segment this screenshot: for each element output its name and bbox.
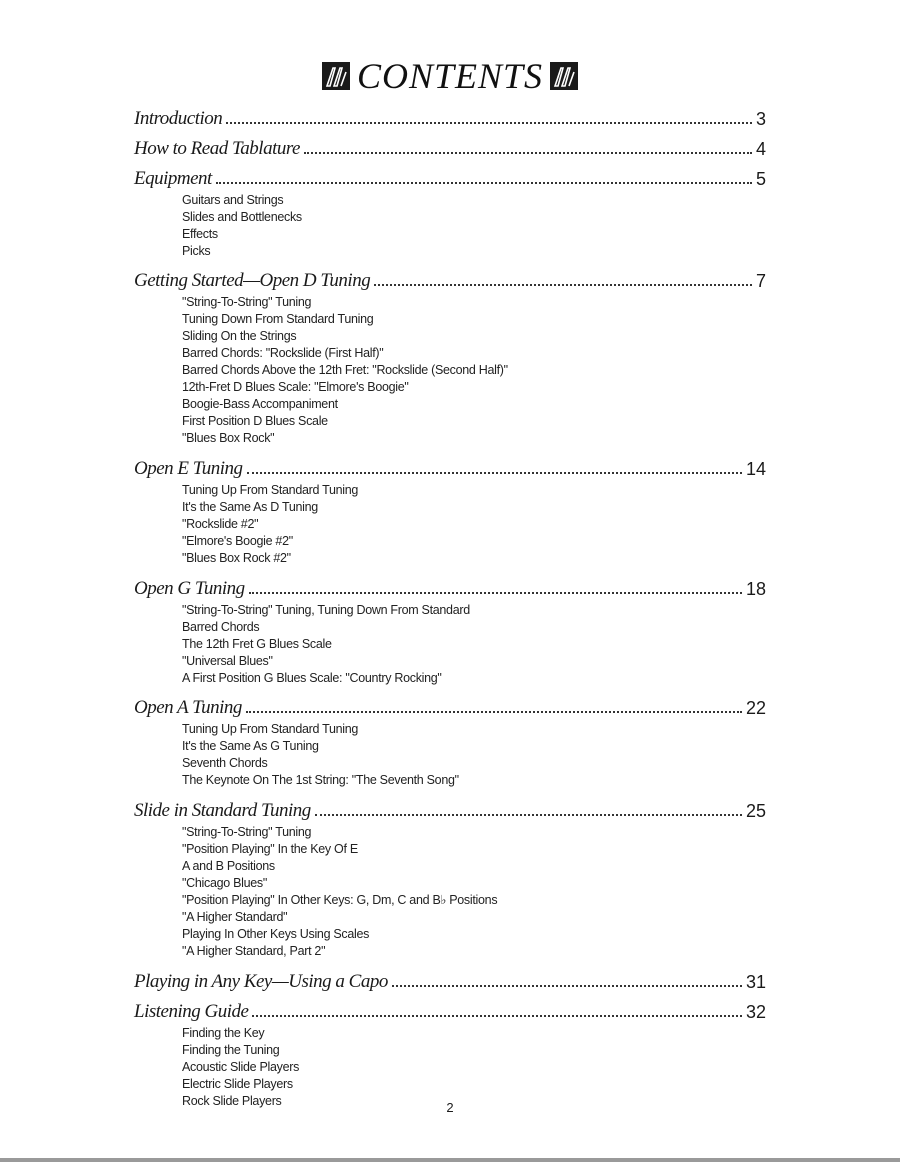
toc-subsection: Seventh Chords [182, 756, 268, 770]
toc-entry-title: Getting Started—Open D Tuning [134, 270, 371, 291]
toc-subsection: Tuning Up From Standard Tuning [182, 722, 359, 736]
toc-entry[interactable] [134, 993, 766, 1023]
toc-subsection-list [182, 294, 766, 447]
toc-subsection-list [182, 192, 766, 260]
toc-section [134, 570, 766, 687]
title-block [0, 58, 900, 94]
table-of-contents [134, 100, 766, 1110]
toc-subsection-list [182, 824, 766, 960]
toc-subsection: It's the Same As G Tuning [182, 739, 319, 753]
dot-leader [247, 471, 742, 474]
toc-entry-page: 25 [745, 801, 766, 821]
dot-leader [216, 181, 752, 184]
toc-entry-page: 5 [755, 169, 766, 189]
toc-subsection: Electric Slide Players [182, 1077, 293, 1091]
toc-entry-title: Playing in Any Key—Using a Capo [134, 971, 388, 992]
toc-entry[interactable] [134, 689, 766, 719]
dot-leader [374, 283, 752, 286]
page-edge [0, 1158, 900, 1162]
toc-entry[interactable] [134, 570, 766, 600]
toc-entry-title: Open G Tuning [134, 578, 245, 599]
toc-subsection: "Position Playing" In Other Keys: G, Dm, C and B♭ Positions [182, 893, 498, 907]
toc-entry[interactable] [134, 100, 766, 130]
toc-subsection: "Position Playing" In the Key Of E [182, 842, 358, 856]
toc-subsection: "Blues Box Rock" [182, 431, 275, 445]
left-ornament-icon [321, 60, 351, 92]
toc-entry-title: Slide in Standard Tuning [134, 800, 311, 821]
dot-leader [249, 591, 742, 594]
toc-subsection: "A Higher Standard, Part 2" [182, 944, 326, 958]
toc-entry[interactable] [134, 262, 766, 292]
toc-subsection: Guitars and Strings [182, 193, 284, 207]
toc-entry-title: Open A Tuning [134, 697, 242, 718]
dot-leader [315, 813, 742, 816]
toc-subsection: Slides and Bottlenecks [182, 210, 302, 224]
toc-subsection: Boogie-Bass Accompaniment [182, 397, 338, 411]
toc-entry-page: 22 [745, 698, 766, 718]
toc-section [134, 100, 766, 130]
dot-leader [392, 984, 742, 987]
toc-entry-title: Listening Guide [134, 1001, 249, 1022]
page-number: 2 [446, 1100, 454, 1115]
toc-subsection: Effects [182, 227, 218, 241]
dot-leader [252, 1014, 742, 1017]
toc-section [134, 689, 766, 789]
toc-section [134, 450, 766, 567]
toc-subsection: "Universal Blues" [182, 654, 273, 668]
toc-subsection: Tuning Up From Standard Tuning [182, 483, 359, 497]
toc-subsection: Acoustic Slide Players [182, 1060, 300, 1074]
toc-entry-page: 14 [745, 459, 766, 479]
toc-subsection: "String-To-String" Tuning, Tuning Down From Standard [182, 603, 470, 617]
toc-subsection-list [182, 721, 766, 789]
toc-subsection: A and B Positions [182, 859, 275, 873]
toc-entry-page: 18 [745, 579, 766, 599]
toc-entry-page: 31 [745, 972, 766, 992]
toc-subsection: The Keynote On The 1st String: "The Seventh Song" [182, 773, 459, 787]
toc-entry-title: Open E Tuning [134, 458, 243, 479]
toc-entry[interactable] [134, 792, 766, 822]
toc-entry-page: 3 [755, 109, 766, 129]
toc-entry-title: Introduction [134, 108, 223, 129]
toc-entry[interactable] [134, 450, 766, 480]
toc-entry-title: How to Read Tablature [134, 138, 300, 159]
toc-section [134, 262, 766, 447]
toc-subsection: The 12th Fret G Blues Scale [182, 637, 332, 651]
toc-subsection: "Chicago Blues" [182, 876, 267, 890]
toc-subsection: Barred Chords: "Rockslide (First Half)" [182, 346, 384, 360]
toc-subsection: "Rockslide #2" [182, 517, 259, 531]
toc-subsection: First Position D Blues Scale [182, 414, 328, 428]
toc-entry[interactable] [134, 963, 766, 993]
toc-subsection: Playing In Other Keys Using Scales [182, 927, 370, 941]
toc-subsection: "A Higher Standard" [182, 910, 288, 924]
toc-subsection: Finding the Key [182, 1026, 265, 1040]
toc-subsection-list [182, 1025, 766, 1110]
toc-subsection: Barred Chords [182, 620, 260, 634]
toc-section [134, 993, 766, 1110]
toc-subsection: "String-To-String" Tuning [182, 295, 312, 309]
toc-subsection: "Blues Box Rock #2" [182, 551, 291, 565]
toc-subsection: "Elmore's Boogie #2" [182, 534, 293, 548]
dot-leader [246, 710, 742, 713]
toc-entry-page: 4 [755, 139, 766, 159]
dot-leader [304, 151, 752, 154]
toc-subsection: Finding the Tuning [182, 1043, 280, 1057]
toc-entry[interactable] [134, 160, 766, 190]
toc-section [134, 792, 766, 960]
toc-section [134, 963, 766, 993]
toc-subsection-list [182, 482, 766, 567]
toc-entry-page: 7 [755, 271, 766, 291]
toc-entry-page: 32 [745, 1002, 766, 1022]
toc-subsection-list [182, 602, 766, 687]
toc-subsection: 12th-Fret D Blues Scale: "Elmore's Boogie" [182, 380, 409, 394]
toc-subsection: Barred Chords Above the 12th Fret: "Rockslide (Second Half)" [182, 363, 508, 377]
toc-entry[interactable] [134, 130, 766, 160]
toc-subsection: Picks [182, 244, 211, 258]
toc-section [134, 160, 766, 260]
toc-subsection: Rock Slide Players [182, 1094, 282, 1108]
toc-section [134, 130, 766, 160]
toc-subsection: It's the Same As D Tuning [182, 500, 318, 514]
toc-entry-title: Equipment [134, 168, 212, 189]
toc-subsection: Tuning Down From Standard Tuning [182, 312, 374, 326]
toc-subsection: Sliding On the Strings [182, 329, 297, 343]
toc-subsection: A First Position G Blues Scale: "Country Rocking" [182, 671, 442, 685]
toc-subsection: "String-To-String" Tuning [182, 825, 312, 839]
dot-leader [226, 121, 752, 124]
page-title: CONTENTS [356, 56, 544, 96]
right-ornament-icon [549, 60, 579, 92]
